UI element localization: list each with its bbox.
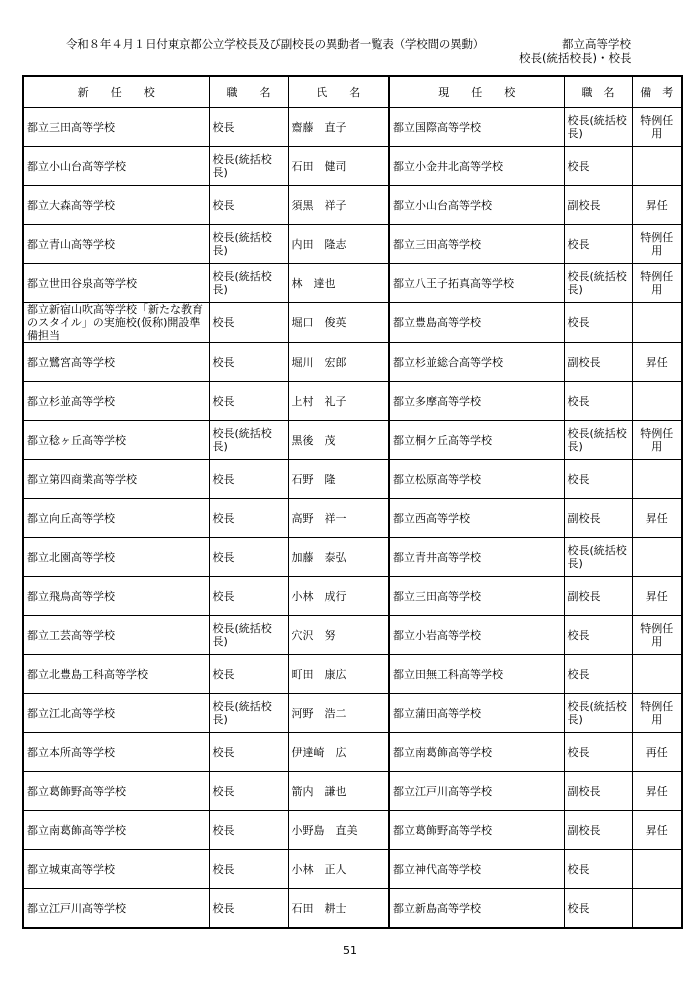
cell-remarks: 特例任用	[632, 694, 682, 733]
cell-new-school: 都立向丘高等学校	[23, 499, 209, 538]
cell-new-position: 校長	[209, 850, 288, 889]
table-row	[23, 577, 682, 616]
col-header-name: 氏 名	[288, 76, 389, 108]
cell-new-school: 都立本所高等学校	[23, 733, 209, 772]
col-header-current-school: 現 任 校	[389, 76, 564, 108]
table-header-row	[23, 76, 682, 108]
table-row	[23, 811, 682, 850]
table-row	[23, 655, 682, 694]
table-row	[23, 343, 682, 382]
cell-current-school: 都立小山台高等学校	[389, 186, 564, 225]
cell-remarks: 特例任用	[632, 616, 682, 655]
table-row	[23, 108, 682, 147]
cell-current-position: 校長	[564, 850, 632, 889]
cell-current-position: 副校長	[564, 577, 632, 616]
cell-current-school: 都立神代高等学校	[389, 850, 564, 889]
table-row	[23, 225, 682, 264]
cell-remarks	[632, 147, 682, 186]
cell-remarks: 昇任	[632, 577, 682, 616]
cell-current-position: 校長(統括校長)	[564, 538, 632, 577]
cell-new-position: 校長(統括校長)	[209, 264, 288, 303]
cell-new-school: 都立三田高等学校	[23, 108, 209, 147]
cell-name: 箭内 謙也	[288, 772, 389, 811]
cell-new-position: 校長	[209, 733, 288, 772]
cell-current-position: 副校長	[564, 186, 632, 225]
cell-new-position: 校長(統括校長)	[209, 147, 288, 186]
cell-current-school: 都立小岩高等学校	[389, 616, 564, 655]
cell-new-school: 都立城東高等学校	[23, 850, 209, 889]
cell-new-school: 都立工芸高等学校	[23, 616, 209, 655]
cell-name: 石田 耕士	[288, 889, 389, 929]
cell-current-position: 校長	[564, 225, 632, 264]
position-category: 校長(統括校長)・校長	[519, 51, 632, 65]
table-row	[23, 850, 682, 889]
cell-new-school: 都立北豊島工科高等学校	[23, 655, 209, 694]
cell-new-position: 校長	[209, 460, 288, 499]
cell-new-position: 校長	[209, 303, 288, 343]
cell-remarks: 特例任用	[632, 225, 682, 264]
cell-name: 小野島 直美	[288, 811, 389, 850]
cell-new-position: 校長	[209, 889, 288, 929]
cell-name: 須黒 祥子	[288, 186, 389, 225]
cell-new-school: 都立北園高等学校	[23, 538, 209, 577]
page-number: 51	[343, 944, 357, 957]
transfer-table	[22, 75, 683, 929]
cell-new-position: 校長	[209, 108, 288, 147]
cell-new-position: 校長	[209, 772, 288, 811]
cell-remarks	[632, 655, 682, 694]
cell-name: 小林 成行	[288, 577, 389, 616]
cell-remarks: 昇任	[632, 343, 682, 382]
cell-name: 町田 康広	[288, 655, 389, 694]
cell-current-position: 校長(統括校長)	[564, 694, 632, 733]
cell-new-school: 都立大森高等学校	[23, 186, 209, 225]
cell-name: 高野 祥一	[288, 499, 389, 538]
table-row	[23, 264, 682, 303]
cell-current-position: 校長	[564, 616, 632, 655]
cell-current-school: 都立新島高等学校	[389, 889, 564, 929]
cell-name: 加藤 泰弘	[288, 538, 389, 577]
cell-current-school: 都立西高等学校	[389, 499, 564, 538]
cell-new-position: 校長	[209, 382, 288, 421]
cell-current-school: 都立桐ケ丘高等学校	[389, 421, 564, 460]
cell-new-position: 校長	[209, 577, 288, 616]
cell-current-school: 都立松原高等学校	[389, 460, 564, 499]
cell-name: 上村 礼子	[288, 382, 389, 421]
cell-new-position: 校長(統括校長)	[209, 421, 288, 460]
cell-new-school: 都立葛飾野高等学校	[23, 772, 209, 811]
cell-new-position: 校長	[209, 538, 288, 577]
cell-name: 黒後 茂	[288, 421, 389, 460]
cell-current-school: 都立多摩高等学校	[389, 382, 564, 421]
table-row	[23, 694, 682, 733]
cell-new-position: 校長	[209, 655, 288, 694]
cell-new-position: 校長	[209, 811, 288, 850]
cell-remarks	[632, 460, 682, 499]
cell-remarks: 昇任	[632, 186, 682, 225]
cell-name: 石野 隆	[288, 460, 389, 499]
cell-name: 堀口 俊英	[288, 303, 389, 343]
cell-name: 堀川 宏郎	[288, 343, 389, 382]
cell-current-school: 都立八王子拓真高等学校	[389, 264, 564, 303]
cell-new-school: 都立稔ヶ丘高等学校	[23, 421, 209, 460]
cell-new-school: 都立世田谷泉高等学校	[23, 264, 209, 303]
cell-new-position: 校長	[209, 499, 288, 538]
table-row	[23, 460, 682, 499]
cell-current-school: 都立国際高等学校	[389, 108, 564, 147]
cell-current-position: 副校長	[564, 343, 632, 382]
cell-remarks: 昇任	[632, 811, 682, 850]
cell-name: 石田 健司	[288, 147, 389, 186]
col-header-new-school: 新 任 校	[23, 76, 209, 108]
cell-current-school: 都立三田高等学校	[389, 225, 564, 264]
cell-current-school: 都立杉並総合高等学校	[389, 343, 564, 382]
cell-new-school: 都立鷺宮高等学校	[23, 343, 209, 382]
col-header-new-position: 職 名	[209, 76, 288, 108]
cell-current-position: 校長(統括校長)	[564, 108, 632, 147]
cell-new-school: 都立小山台高等学校	[23, 147, 209, 186]
cell-name: 小林 正人	[288, 850, 389, 889]
cell-current-position: 校長	[564, 889, 632, 929]
cell-current-school: 都立青井高等学校	[389, 538, 564, 577]
table-row	[23, 382, 682, 421]
table-row	[23, 421, 682, 460]
cell-name: 伊達崎 広	[288, 733, 389, 772]
cell-new-school: 都立江戸川高等学校	[23, 889, 209, 929]
cell-new-school: 都立第四商業高等学校	[23, 460, 209, 499]
cell-current-school: 都立田無工科高等学校	[389, 655, 564, 694]
cell-remarks	[632, 889, 682, 929]
document-title: 令和８年４月１日付東京都公立学校長及び副校長の異動者一覧表（学校間の異動）	[66, 37, 485, 51]
table-row	[23, 538, 682, 577]
cell-new-school: 都立南葛飾高等学校	[23, 811, 209, 850]
cell-remarks	[632, 382, 682, 421]
table-row	[23, 186, 682, 225]
cell-name: 河野 浩二	[288, 694, 389, 733]
cell-current-school: 都立江戸川高等学校	[389, 772, 564, 811]
cell-new-position: 校長(統括校長)	[209, 616, 288, 655]
cell-current-position: 校長(統括校長)	[564, 264, 632, 303]
table-row	[23, 499, 682, 538]
cell-new-school: 都立飛鳥高等学校	[23, 577, 209, 616]
cell-remarks	[632, 538, 682, 577]
cell-current-position: 校長(統括校長)	[564, 421, 632, 460]
col-header-remarks: 備 考	[632, 76, 682, 108]
cell-remarks: 特例任用	[632, 264, 682, 303]
cell-name: 齋藤 直子	[288, 108, 389, 147]
cell-new-school: 都立青山高等学校	[23, 225, 209, 264]
cell-name: 穴沢 努	[288, 616, 389, 655]
cell-current-position: 校長	[564, 303, 632, 343]
cell-remarks: 再任	[632, 733, 682, 772]
cell-name: 内田 隆志	[288, 225, 389, 264]
cell-current-position: 校長	[564, 655, 632, 694]
cell-new-position: 校長(統括校長)	[209, 694, 288, 733]
cell-new-school: 都立江北高等学校	[23, 694, 209, 733]
table-row	[23, 772, 682, 811]
cell-name: 林 達也	[288, 264, 389, 303]
cell-current-school: 都立豊島高等学校	[389, 303, 564, 343]
cell-current-school: 都立南葛飾高等学校	[389, 733, 564, 772]
cell-current-position: 副校長	[564, 772, 632, 811]
cell-new-position: 校長	[209, 343, 288, 382]
table-row	[23, 147, 682, 186]
cell-remarks	[632, 850, 682, 889]
table-row	[23, 889, 682, 929]
cell-current-school: 都立三田高等学校	[389, 577, 564, 616]
cell-remarks: 昇任	[632, 499, 682, 538]
cell-current-position: 副校長	[564, 499, 632, 538]
cell-current-position: 校長	[564, 382, 632, 421]
cell-current-position: 校長	[564, 460, 632, 499]
cell-new-school: 都立新宿山吹高等学校「新たな教育のスタイル」の実施校(仮称)開設準備担当	[23, 303, 209, 343]
cell-current-school: 都立葛飾野高等学校	[389, 811, 564, 850]
col-header-current-position: 職 名	[564, 76, 632, 108]
cell-new-position: 校長(統括校長)	[209, 225, 288, 264]
cell-current-position: 副校長	[564, 811, 632, 850]
cell-current-school: 都立蒲田高等学校	[389, 694, 564, 733]
cell-current-position: 校長	[564, 147, 632, 186]
table-row	[23, 616, 682, 655]
table-row	[23, 303, 682, 343]
cell-new-school: 都立杉並高等学校	[23, 382, 209, 421]
table-row	[23, 733, 682, 772]
cell-remarks: 昇任	[632, 772, 682, 811]
cell-new-position: 校長	[209, 186, 288, 225]
cell-current-position: 校長	[564, 733, 632, 772]
cell-current-school: 都立小金井北高等学校	[389, 147, 564, 186]
cell-remarks	[632, 303, 682, 343]
school-category: 都立高等学校	[562, 37, 631, 51]
cell-remarks: 特例任用	[632, 421, 682, 460]
cell-remarks: 特例任用	[632, 108, 682, 147]
